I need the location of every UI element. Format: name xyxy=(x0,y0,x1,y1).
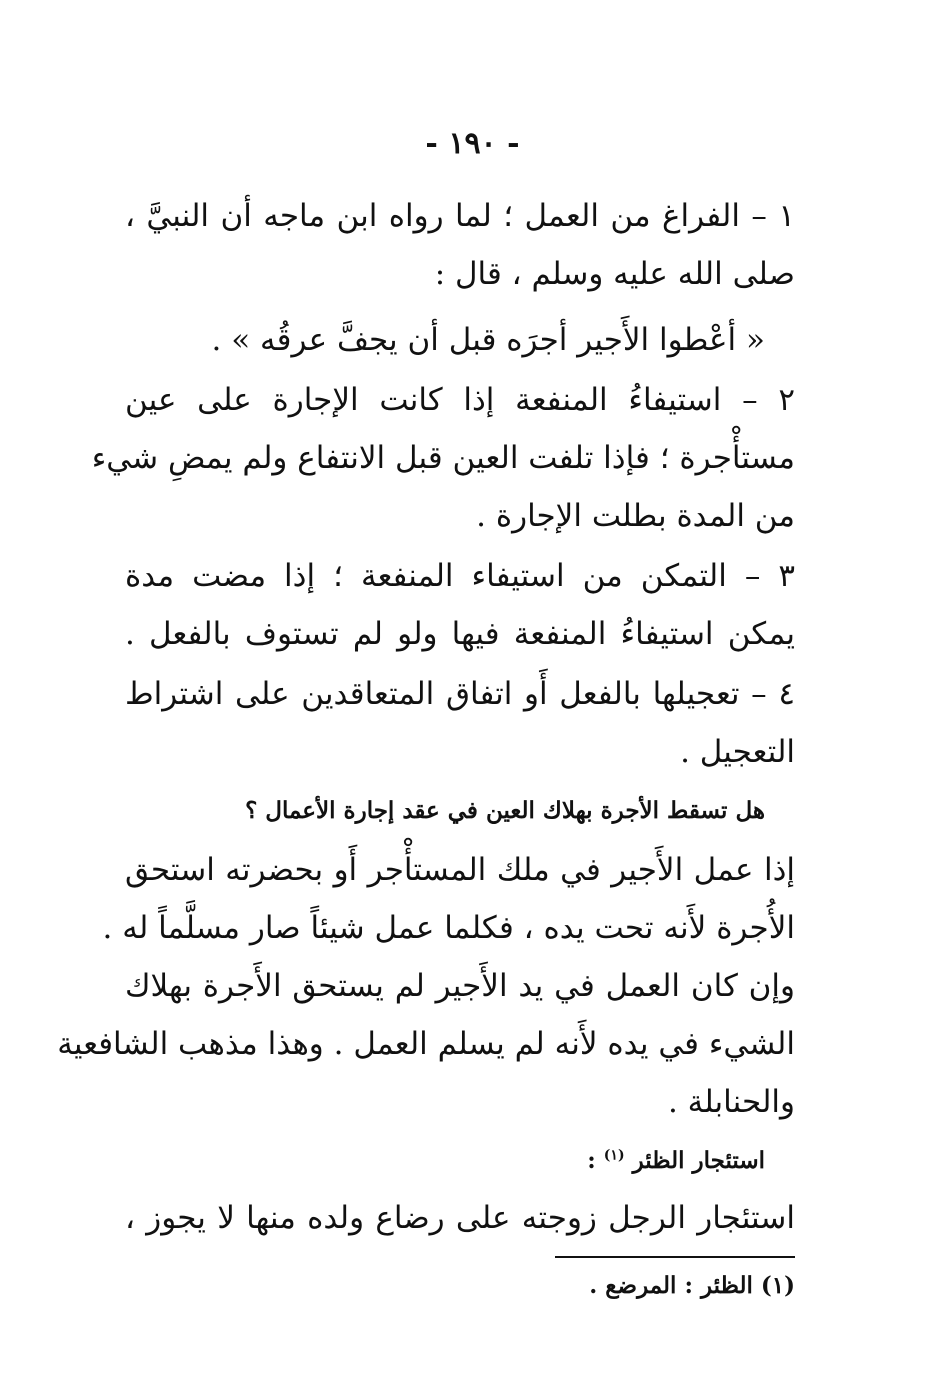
body-line-2: صلى الله عليه وسلم ، قال : xyxy=(434,256,795,292)
body-line-1: ١ – الفراغ من العمل ؛ لما رواه ابن ماجه أن النبيَّ ، xyxy=(125,198,795,234)
body-line-5: مستأْجرة ؛ فإذا تلفت العين قبل الانتفاع ولم يمضِ شيء xyxy=(91,440,795,476)
body-line-8: يمكن استيفاءُ المنفعة فيها ولو لم تستوف بالفعل . xyxy=(125,616,795,652)
body-line-15: والحنابلة . xyxy=(667,1084,795,1120)
section-heading-2-colon: : xyxy=(587,1147,596,1174)
body-line-14: الشيء في يده لأَنه لم يسلم العمل . وهذا مذهب الشافعية xyxy=(57,1026,795,1062)
section-heading-2 xyxy=(587,1147,765,1174)
body-line-6: من المدة بطلت الإجارة . xyxy=(476,498,795,534)
page-number: - ١٩٠ - xyxy=(425,126,520,161)
hadith-quote: « أعْطوا الأَجير أجرَه قبل أن يجفَّ عرقُه » . xyxy=(211,322,765,358)
body-line-9: ٤ – تعجيلها بالفعل أَو اتفاق المتعاقدين على اشتراط xyxy=(125,676,795,712)
body-line-16: استئجار الرجل زوجته على رضاع ولده منها لا يجوز ، xyxy=(125,1200,795,1236)
body-line-4: ٢ – استيفاءُ المنفعة إذا كانت الإجارة على عين xyxy=(125,382,795,418)
section-heading-2-text: استئجار الظئر xyxy=(632,1147,765,1174)
body-line-7: ٣ – التمكن من استيفاء المنفعة ؛ إذا مضت مدة xyxy=(125,558,795,594)
body-line-10: التعجيل . xyxy=(680,734,795,770)
footnote-ref: (١) xyxy=(603,1147,625,1164)
footnote: (١) الظئر : المرضع . xyxy=(589,1272,795,1299)
body-line-13: وإن كان العمل في يد الأَجير لم يستحق الأَجرة بهلاك xyxy=(125,968,795,1004)
footnote-divider xyxy=(555,1256,795,1258)
section-heading-1: هل تسقط الأجرة بهلاك العين في عقد إجارة الأعمال ؟ xyxy=(245,797,765,824)
body-line-11: إذا عمل الأَجير في ملك المستأْجر أَو بحضرته استحق xyxy=(125,852,795,888)
body-line-12: الأُجرة لأَنه تحت يده ، فكلما عمل شيئاً صار مسلَّماً له . xyxy=(102,910,795,946)
